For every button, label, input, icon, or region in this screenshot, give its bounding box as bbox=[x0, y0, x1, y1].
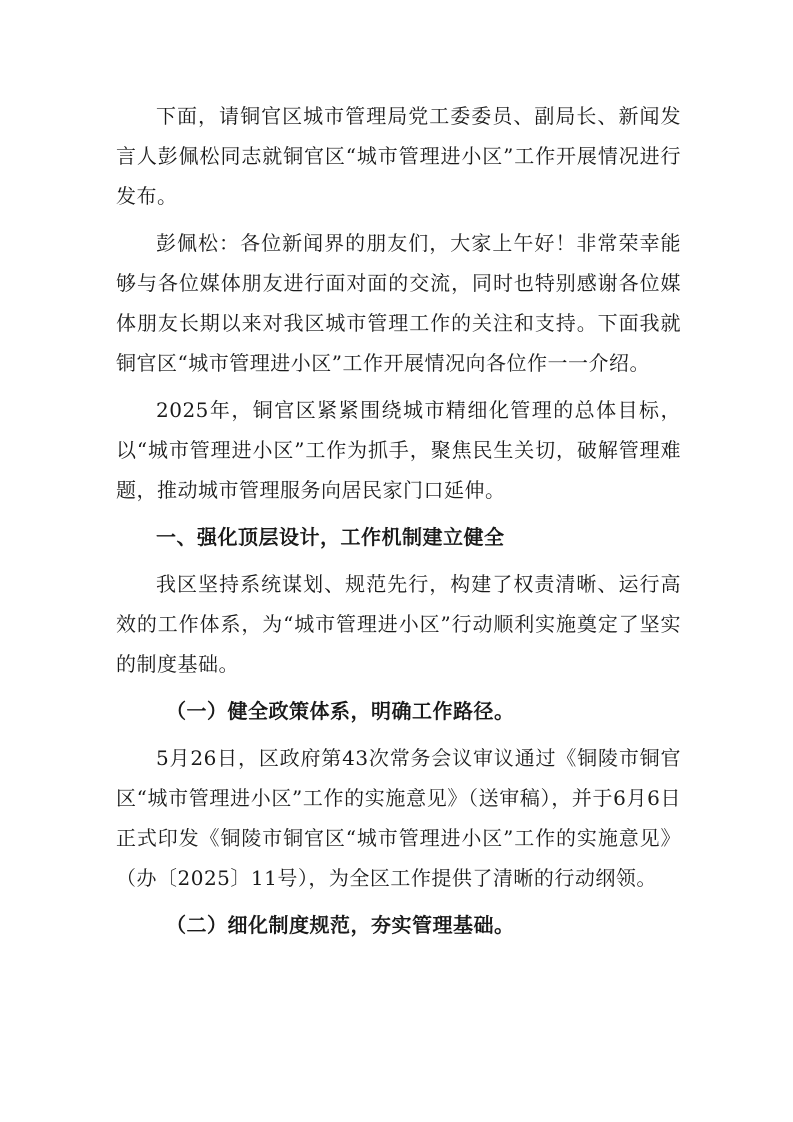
subsection-heading-2: （二）细化制度规范，夯实管理基础。 bbox=[166, 913, 515, 937]
paragraph-intro: 下面，请铜官区城市管理局党工委委员、副局长、新闻发言人彭佩松同志就铜官区“城市管理进小区”工作开展情况进行发布。 bbox=[116, 104, 681, 208]
paragraph-speech-opening: 彭佩松：各位新闻界的朋友们，大家上午好！非常荣幸能够与各位媒体朋友进行面对面的交流，同时也特别感谢各位媒体朋友长期以来对我区城市管理工作的关注和支持。下面我就铜官区“城市管理进小区”工作开展情况向各位作一一介绍。 bbox=[116, 231, 681, 375]
section-heading-1: 一、强化顶层设计，工作机制建立健全 bbox=[156, 525, 505, 549]
paragraph-overview: 2025年，铜官区紧紧围绕城市精细化管理的总体目标，以“城市管理进小区”工作为抓手，聚焦民生关切，破解管理难题，推动城市管理服务向居民家门口延伸。 bbox=[116, 398, 681, 502]
subsection-heading-1: （一）健全政策体系，明确工作路径。 bbox=[166, 699, 515, 723]
paragraph-subsection-1: 5月26日，区政府第43次常务会议审议通过《铜陵市铜官区“城市管理进小区”工作的实施意见》（送审稿），并于6月6日正式印发《铜陵市铜官区“城市管理进小区”工作的实施意见》（办〔2025〕11号），为全区工作提供了清晰的行动纲领。 bbox=[116, 746, 681, 890]
paragraph-section-1: 我区坚持系统谋划、规范先行，构建了权责清晰、运行高效的工作体系，为“城市管理进小区”行动顺利实施奠定了坚实的制度基础。 bbox=[116, 572, 681, 676]
